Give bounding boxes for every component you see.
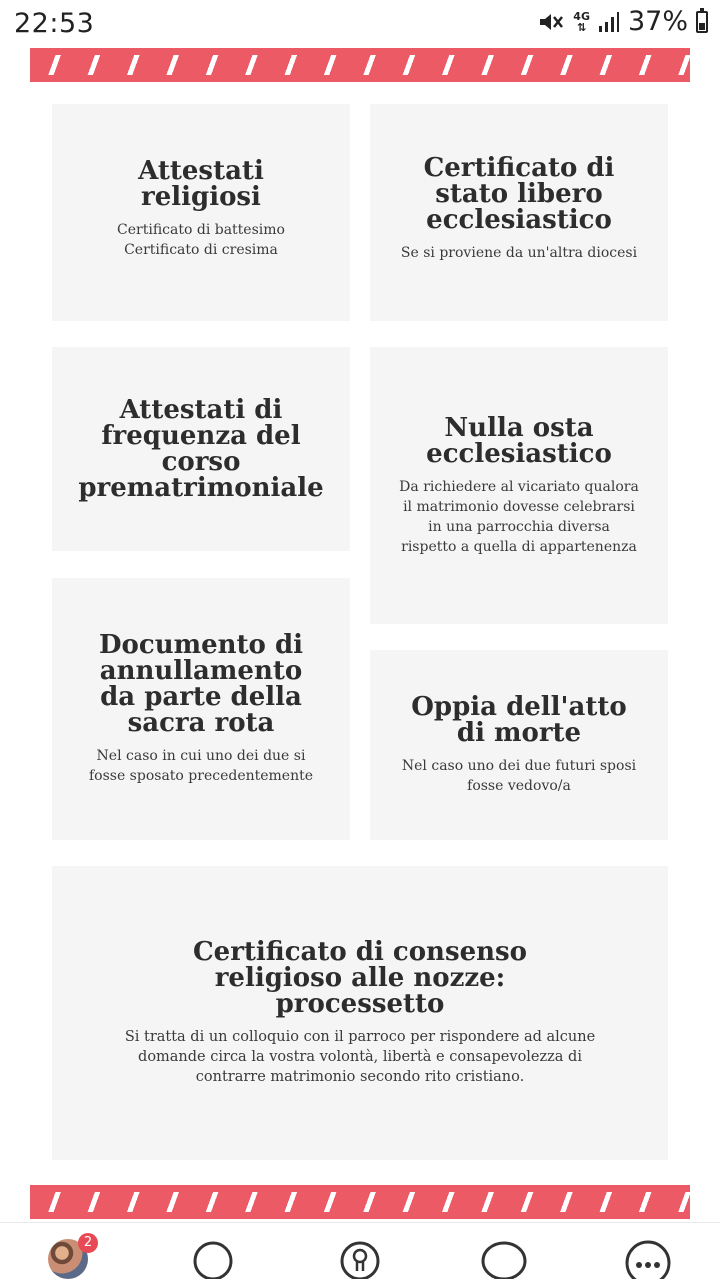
status-time: 22:53 — [14, 8, 95, 39]
card-description: Nel caso in cui uno dei due si fosse sposato precedentemente — [88, 748, 314, 784]
document-card-annulment — [52, 578, 350, 840]
signal-icon — [598, 11, 620, 33]
card-description: Da richiedere al vicariato qualora il matrimonio dovesse celebrarsi in una parrocchia diversa rispetto a quella di appartenenza — [399, 478, 639, 555]
decorative-stripe-top — [30, 48, 690, 82]
card-description: Se si proviene da un'altra diocesi — [400, 244, 638, 261]
status-bar — [0, 0, 720, 48]
more-icon — [624, 1239, 672, 1279]
search-icon — [192, 1239, 236, 1279]
nav-search[interactable] — [192, 1239, 236, 1279]
card-description: Si tratta di un colloquio con il parroco per rispondere ad alcune domande circa la vostra volontà, libertà e consapevolezza di contrarre matrimonio secondo rito cristiano. — [124, 1029, 596, 1085]
data-arrows-icon: ⇅ — [577, 20, 587, 34]
document-card-nulla-osta — [370, 347, 668, 624]
status-icons — [537, 6, 708, 37]
network-indicator — [573, 11, 590, 33]
nav-messages[interactable] — [480, 1239, 524, 1279]
document-card-death-certificate — [370, 650, 668, 840]
document-card-premarital-course — [52, 347, 350, 551]
card-title: Nulla osta ecclesiastico — [426, 412, 612, 469]
bottom-navigation — [0, 1222, 720, 1279]
battery-level — [699, 23, 705, 30]
nav-more[interactable] — [624, 1239, 668, 1279]
battery-percent: 37% — [627, 6, 688, 37]
mute-icon — [537, 10, 565, 34]
card-title: Documento di annullamento da parte della sacra rota — [98, 630, 304, 738]
chat-bubble-icon — [480, 1239, 528, 1279]
notification-badge: 2 — [78, 1233, 98, 1253]
nav-profile[interactable] — [48, 1235, 93, 1279]
card-title: Attestati di frequenza del corso prematrimoniale — [78, 395, 324, 503]
lightbulb-icon — [338, 1239, 382, 1279]
document-card-religious-consent — [52, 866, 668, 1160]
card-title: Attestati religiosi — [138, 155, 264, 212]
card-description: Certificato di battesimo Certificato di cresima — [117, 221, 285, 258]
decorative-stripe-bottom — [30, 1185, 690, 1219]
battery-icon — [696, 11, 708, 33]
card-title: Certificato di consenso religioso alle nozze: processetto — [192, 937, 528, 1019]
network-type: 4G — [573, 9, 590, 23]
card-title: Certificato di stato libero ecclesiastico — [423, 152, 615, 235]
document-card-religious-certificates — [52, 104, 350, 321]
card-description: Nel caso uno dei due futuri sposi fosse vedovo/a — [401, 758, 637, 794]
document-card-free-status — [370, 104, 668, 321]
nav-ideas[interactable] — [338, 1239, 382, 1279]
card-title: Oppia dell'atto di morte — [411, 692, 627, 748]
